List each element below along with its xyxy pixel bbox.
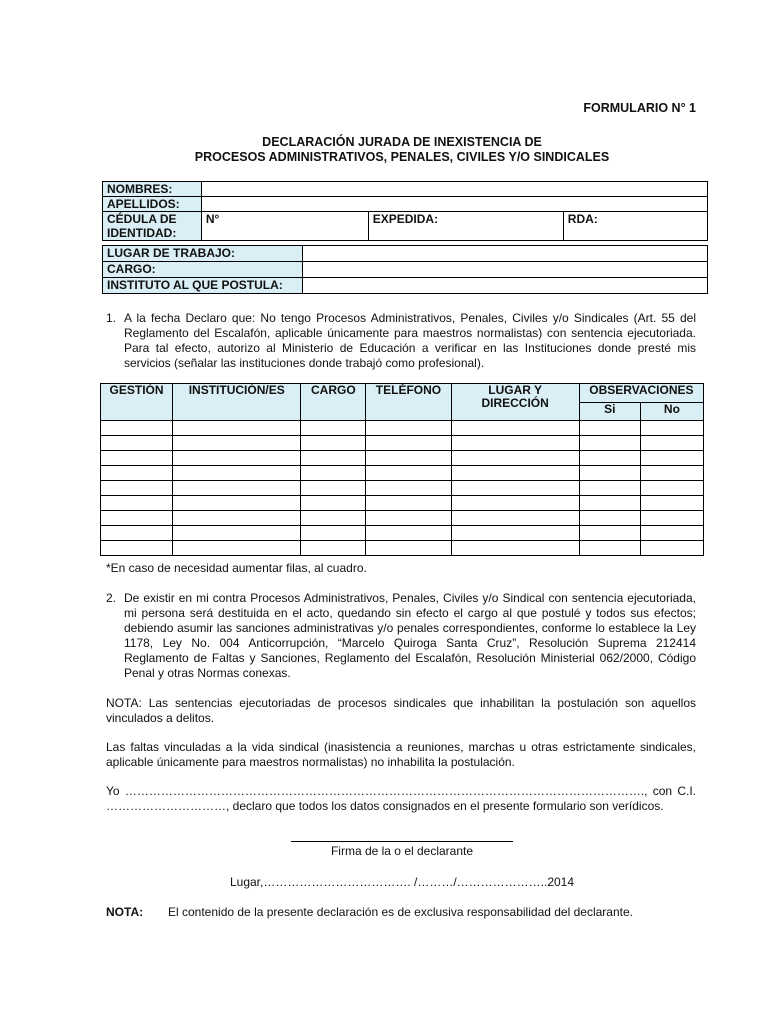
history-table — [100, 383, 704, 556]
cargo-field[interactable] — [302, 262, 707, 278]
title-line-2: PROCESOS ADMINISTRATIVOS, PENALES, CIVILES Y/O SINDICALES — [194, 150, 610, 164]
signature-line[interactable] — [291, 841, 513, 842]
col-lugar-direccion: LUGAR Y DIRECCIÓN — [451, 384, 579, 421]
form-number: FORMULARIO N° 1 — [583, 101, 696, 115]
nombres-label: NOMBRES: — [103, 182, 202, 197]
title-line-1: DECLARACIÓN JURADA DE INEXISTENCIA DE — [262, 135, 542, 149]
clause-2 — [106, 591, 696, 681]
cargo-label: CARGO: — [103, 262, 303, 278]
col-gestion: GESTIÓN — [101, 384, 173, 421]
table-row — [101, 526, 704, 541]
page-title — [0, 135, 768, 165]
nota-faltas-sindicales: Las faltas vinculadas a la vida sindical (inasistencia a reuniones, marchas u otras estrictamente sindicales, aplicable únicamente para maestros normalistas) no inhabilita la postulación. — [106, 740, 696, 769]
col-si: Si — [579, 402, 640, 421]
final-note — [106, 905, 633, 919]
clause-1-number: 1. — [106, 311, 117, 325]
rda-field[interactable]: RDA: — [563, 212, 707, 241]
place-date-line: Lugar,………………………………. /………/…………………..2014 — [229, 875, 575, 889]
declaration-statement: Yo …………………………………………………………………………………………………………………., con C.I. …………………………, declaro que todos los datos consignados en el presente formulario son verídicos. — [106, 784, 696, 813]
work-info-table — [102, 245, 708, 294]
apellidos-label: APELLIDOS: — [103, 197, 202, 212]
table-row — [101, 481, 704, 496]
personal-info-table — [102, 181, 708, 241]
final-note-text: El contenido de la presente declaración es de exclusiva responsabilidad del declarante. — [168, 905, 633, 919]
instituto-label: INSTITUTO AL QUE POSTULA: — [103, 278, 303, 294]
table-footnote: *En caso de necesidad aumentar filas, al cuadro. — [106, 561, 367, 575]
instituto-field[interactable] — [302, 278, 707, 294]
clause-1-text: A la fecha Declaro que: No tengo Procesos Administrativos, Penales, Civiles y/o Sindicales (Art. 55 del Reglamento del Escalafón, aplicable únicamente para maestros normalistas) con sentencia ejecutoriada. Para tal efecto, autorizo al Ministerio de Educación a verificar en las Instituciones donde presté mis servicios (señalar las instituciones donde trabajó como profesional). — [124, 311, 696, 370]
table-row — [101, 511, 704, 526]
table-row — [101, 541, 704, 556]
clause-1 — [106, 311, 696, 371]
lugar-trabajo-label: LUGAR DE TRABAJO: — [103, 246, 303, 262]
apellidos-field[interactable] — [201, 197, 707, 212]
table-row — [101, 496, 704, 511]
clause-2-number: 2. — [106, 591, 117, 605]
table-row — [101, 436, 704, 451]
col-telefono: TELÉFONO — [366, 384, 451, 421]
nota-sentencias: NOTA: Las sentencias ejecutoriadas de procesos sindicales que inhabilitan la postulación son aquellos vinculados a delitos. — [106, 696, 696, 725]
final-note-label: NOTA: — [106, 905, 144, 919]
clause-2-text: De existir en mi contra Procesos Administrativos, Penales, Civiles y/o Sindical con sentencia ejecutoriada, mi persona será destituida en el acto, quedando sin efecto el cargo al que postulé y todos sus efectos; debiendo asumir las sanciones administrativas y/o penales correspondientes, conforme lo establece la Ley 1178, Ley No. 004 Anticorrupción, “Marcelo Quiroga Santa Cruz”, Resolución Suprema 212414 Reglamento de Faltas y Sanciones, Reglamento del Escalafón, Resolución Ministerial 062/2000, Código Penal y otras Normas conexas. — [124, 591, 696, 680]
signature-label: Firma de la o el declarante — [330, 844, 474, 858]
col-cargo: CARGO — [301, 384, 366, 421]
col-observaciones: OBSERVACIONES — [579, 384, 703, 403]
table-row — [101, 451, 704, 466]
cedula-label: CÉDULA DE IDENTIDAD: — [103, 212, 202, 241]
nombres-field[interactable] — [201, 182, 707, 197]
table-row — [101, 421, 704, 436]
expedida-field[interactable]: EXPEDIDA: — [368, 212, 563, 241]
col-no: No — [640, 402, 703, 421]
table-row — [101, 466, 704, 481]
col-institucion: INSTITUCIÓN/ES — [173, 384, 301, 421]
cedula-number-field[interactable]: N° — [201, 212, 368, 241]
lugar-trabajo-field[interactable] — [302, 246, 707, 262]
